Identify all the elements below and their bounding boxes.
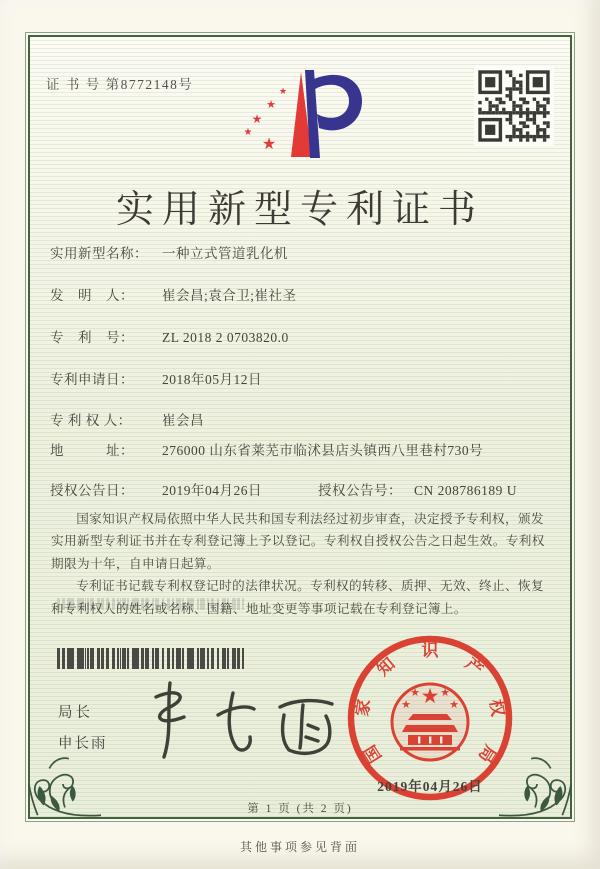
logo-graphic [235, 66, 370, 163]
director-title: 局长 [58, 705, 93, 721]
field-grant-number [318, 481, 517, 501]
qr-code [474, 66, 554, 146]
legal-paragraph-2: 专利证书记载专利权登记时的法律状况。专利权的转移、质押、无效、终止、恢复和专利权人的姓名或名称、国籍、地址变更等事项记载在专利登记簿上。 [51, 579, 544, 616]
seal-date: 2019年04月26日 [377, 779, 483, 794]
logo-star-icon: ★ [261, 134, 277, 153]
cnipa-patent-logo-icon [235, 66, 370, 163]
field-label: 专 利 号： [50, 330, 134, 345]
emblem-star-icon: ★ [420, 684, 440, 708]
certificate-title: 实用新型专利证书 [115, 189, 484, 231]
certificate-frame-inner [28, 35, 572, 819]
field-value: 崔会昌 [162, 413, 204, 428]
field-value: 2018年05月12日 [162, 372, 262, 387]
seal-ring-char: 识 [421, 641, 439, 660]
signature-stroke [283, 715, 330, 753]
field-label: 授权公告号： [318, 483, 402, 498]
signature-stroke [218, 707, 254, 715]
corner-flourish-icon [24, 745, 102, 825]
field-grant-announcement [50, 481, 556, 501]
seal-ring-char: 局 [474, 741, 500, 767]
field-inventors [50, 286, 556, 306]
signature-stroke [308, 725, 318, 729]
back-side-note: 其他事项参见背面 [239, 840, 360, 854]
field-value: 276000 山东省莱芜市临沭县店头镇西八里巷村730号 [162, 443, 484, 458]
logo-star-icon: ★ [251, 112, 263, 126]
signature-stroke [300, 705, 303, 748]
field-address [50, 441, 556, 461]
page-number: 第 1 页 (共 2 页) [247, 803, 353, 815]
field-patentee [50, 411, 556, 431]
field-value: CN 208786189 U [414, 483, 518, 498]
logo-star-icon: ★ [243, 127, 253, 138]
corner-flourish-icon [498, 745, 576, 825]
field-value: ZL 2018 2 0703820.0 [162, 330, 289, 345]
field-label: 发 明 人： [50, 288, 134, 303]
field-patent-number [50, 328, 556, 348]
certificate-frame [25, 32, 575, 822]
emblem-star-icon: ★ [449, 698, 459, 711]
field-filing-date [50, 370, 556, 390]
seal-ring-char: 国 [360, 741, 386, 767]
seal-ring-char: 权 [486, 697, 508, 718]
signature-stroke [229, 693, 250, 750]
barcode-ghost [57, 598, 244, 610]
legal-paragraph-1: 国家知识产权局依照中华人民共和国专利法经过初步审查，决定授予专利权，颁发实用新型专利证书并在专利登记簿上予以登记。专利权自授权公告之日起生效。专利权期限为十年，自申请日起算。 [51, 512, 545, 571]
seal-ring-char: 家 [352, 697, 374, 718]
signature-strokes [130, 675, 345, 770]
emblem-star-icon: ★ [440, 686, 450, 699]
qr-pattern [474, 66, 554, 146]
signature-stroke [306, 737, 318, 741]
field-label: 授权公告日： [50, 483, 134, 498]
emblem-star-icon: ★ [410, 686, 420, 699]
director-name: 申长雨 [58, 736, 108, 752]
seal-national-emblem [392, 684, 468, 760]
field-value: 2019年04月26日 [162, 483, 262, 498]
field-utility-model-name [50, 244, 556, 264]
field-label: 专 利 权 人： [50, 413, 132, 428]
field-label: 专利申请日： [50, 372, 134, 387]
field-value: 崔会昌;袁合卫;崔社圣 [162, 288, 297, 303]
seal-ring-char: 知 [373, 654, 399, 680]
logo-p-bowl [314, 75, 362, 131]
field-label: 地 址： [50, 443, 134, 458]
logo-star-icon: ★ [266, 98, 276, 111]
emblem-star-icon: ★ [401, 698, 411, 711]
field-value: 一种立式管道乳化机 [162, 246, 288, 261]
field-label: 实用新型名称： [50, 246, 148, 261]
barcode [57, 648, 244, 669]
signature-stroke [280, 701, 332, 707]
director-handwritten-signature-icon [130, 675, 345, 770]
logo-star-icon: ★ [278, 87, 288, 97]
certificate-number: 证 书 号 第8772148号 [46, 77, 194, 92]
seal-ring-char: 产 [461, 654, 487, 680]
